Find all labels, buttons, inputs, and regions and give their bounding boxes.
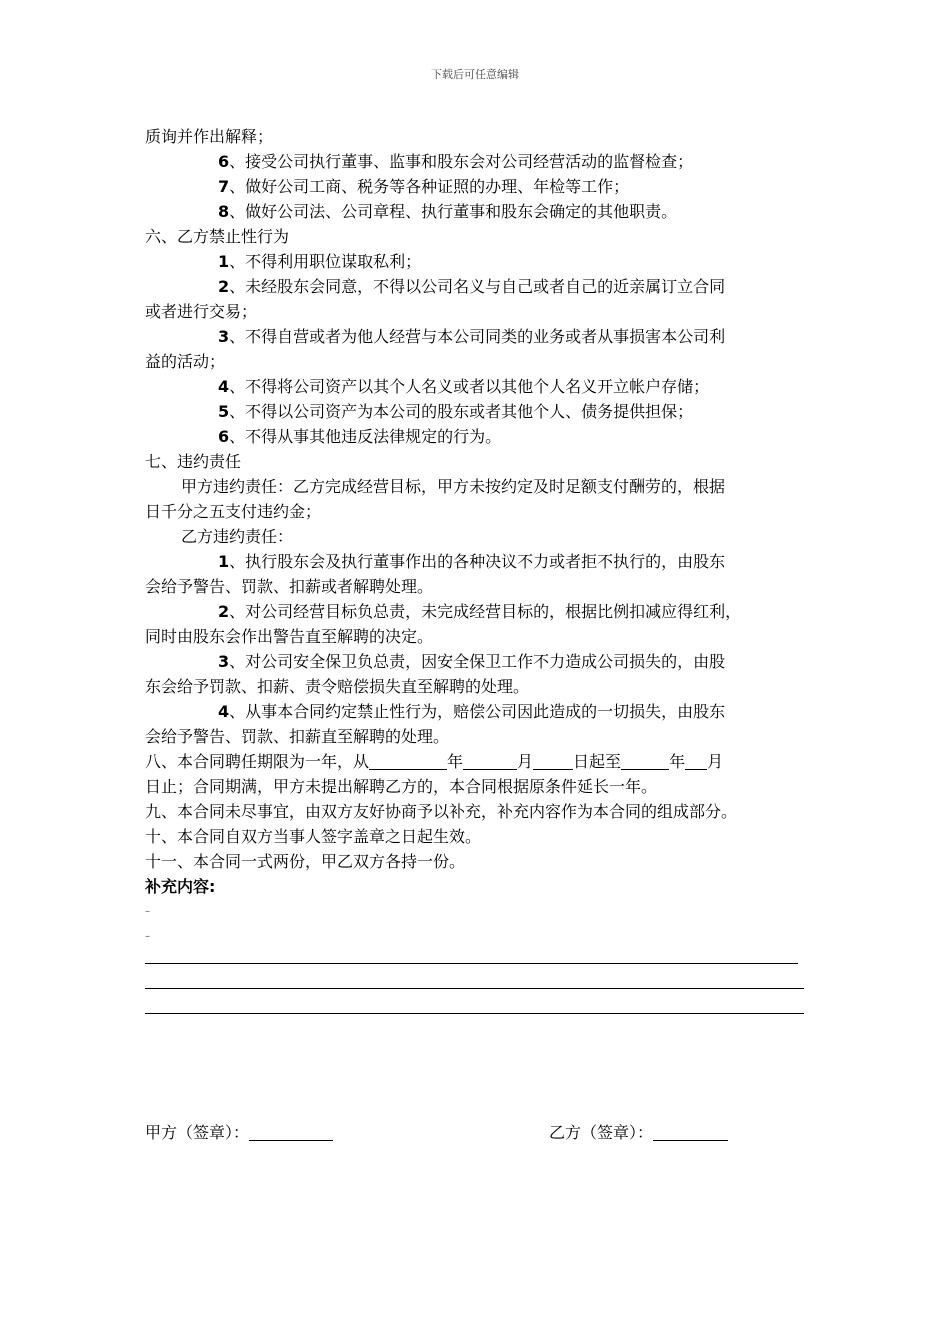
- item-number: 1: [218, 252, 230, 271]
- section-heading: 七、违约责任: [145, 452, 242, 471]
- text-line: 乙方违约责任：: [181, 527, 294, 546]
- item-number: 1: [218, 552, 230, 571]
- text-line: 日止；合同期满，甲方未提出解聘乙方的，本合同根据原条件延长一年。: [145, 777, 658, 796]
- supplement-line[interactable]: [145, 1013, 804, 1014]
- item-number: 4: [218, 702, 230, 721]
- month-label: 月: [517, 752, 534, 771]
- term-line: [145, 749, 825, 774]
- until-label: 日起至: [573, 752, 622, 771]
- item-text: 、从事本合同约定禁止性行为，赔偿公司因此造成的一切损失，由股东: [229, 702, 726, 721]
- page-header: 下载后可任意编辑: [431, 68, 519, 81]
- supplement-heading: 补充内容:: [145, 877, 216, 896]
- list-item: [145, 274, 825, 299]
- item-text: 、不得利用职位谋取私利；: [229, 252, 422, 271]
- text-line: 甲方违约责任：乙方完成经营目标，甲方未按约定及时足额支付酬劳的，根据: [181, 477, 726, 496]
- party-a-signature-blank[interactable]: [249, 1120, 333, 1141]
- text-line: 会给予警告、罚款、扣薪直至解聘的处理。: [145, 727, 450, 746]
- text-line: 同时由股东会作出警告直至解聘的决定。: [145, 627, 434, 646]
- list-item: [145, 424, 825, 449]
- item-text: 、不得将公司资产以其个人名义或者以其他个人名义开立帐户存储；: [229, 377, 710, 396]
- supplement-line[interactable]: [145, 963, 798, 964]
- year-label: 年: [447, 752, 464, 771]
- item-number: 3: [218, 327, 230, 346]
- list-item: [145, 649, 825, 674]
- party-b-signature: [549, 1120, 728, 1143]
- list-item: [145, 174, 825, 199]
- item-text: 、不得自营或者为他人经营与本公司同类的业务或者从事损害本公司利: [229, 327, 726, 346]
- item-text: 、做好公司法、公司章程、执行董事和股东会确定的其他职责。: [229, 202, 678, 221]
- list-item: [145, 549, 825, 574]
- party-a-label: 甲方（签章）：: [145, 1123, 250, 1142]
- party-a-signature: [145, 1120, 333, 1143]
- item-text: 、不得以公司资产为本公司的股东或者其他个人、债务提供担保；: [229, 402, 694, 421]
- item-text: 、未经股东会同意，不得以公司名义与自己或者自己的近亲属订立合同: [229, 277, 726, 296]
- supplement-dash: –: [145, 931, 150, 942]
- text-line: 十一、本合同一式两份，甲乙双方各持一份。: [145, 852, 466, 871]
- item-number: 3: [218, 652, 230, 671]
- item-text: 、执行股东会及执行董事作出的各种决议不力或者拒不执行的，由股东: [229, 552, 726, 571]
- item-number: 8: [218, 202, 230, 221]
- start-day-blank[interactable]: [533, 751, 573, 770]
- item-text: 、接受公司执行董事、监事和股东会对公司经营活动的监督检查；: [229, 152, 694, 171]
- supplement-dash: –: [145, 906, 150, 917]
- contract-body: [145, 124, 825, 949]
- end-month-blank[interactable]: [685, 751, 707, 770]
- supplement-line[interactable]: [145, 988, 804, 989]
- item-number: 5: [218, 402, 230, 421]
- text-line: 九、本合同未尽事宜，由双方友好协商予以补充，补充内容作为本合同的组成部分。: [145, 802, 738, 821]
- text-line: 会给予警告、罚款、扣薪或者解聘处理。: [145, 577, 434, 596]
- section-heading: 六、乙方禁止性行为: [145, 227, 290, 246]
- list-item: [145, 699, 825, 724]
- list-item: [145, 374, 825, 399]
- item-number: 6: [218, 152, 230, 171]
- text-line: 十、本合同自双方当事人签字盖章之日起生效。: [145, 827, 482, 846]
- list-item: [145, 399, 825, 424]
- list-item: [145, 199, 825, 224]
- item-number: 4: [218, 377, 230, 396]
- item-text: 、做好公司工商、税务等各种证照的办理、年检等工作；: [229, 177, 630, 196]
- text-line: 质询并作出解释；: [145, 127, 274, 146]
- text-line: 东会给予罚款、扣薪、责令赔偿损失直至解聘的处理。: [145, 677, 530, 696]
- text-line: 益的活动；: [145, 352, 226, 371]
- year-label: 年: [669, 752, 686, 771]
- item-number: 2: [218, 602, 230, 621]
- list-item: [145, 324, 825, 349]
- month-label: 月: [707, 752, 724, 771]
- term-text: 八、本合同聘任期限为一年，从: [145, 752, 370, 771]
- list-item: [145, 249, 825, 274]
- item-number: 2: [218, 277, 230, 296]
- item-text: 、对公司经营目标负总责，未完成经营目标的，根据比例扣减应得红利，: [229, 602, 742, 621]
- list-item: [145, 599, 825, 624]
- text-line: 日千分之五支付违约金；: [145, 502, 322, 521]
- text-line: 或者进行交易；: [145, 302, 258, 321]
- list-item: [145, 149, 825, 174]
- item-number: 6: [218, 427, 230, 446]
- party-b-signature-blank[interactable]: [653, 1120, 728, 1141]
- end-year-blank[interactable]: [621, 751, 669, 770]
- item-number: 7: [218, 177, 230, 196]
- item-text: 、不得从事其他违反法律规定的行为。: [229, 427, 502, 446]
- item-text: 、对公司安全保卫负总责，因安全保卫工作不力造成公司损失的，由股: [229, 652, 726, 671]
- party-b-label: 乙方（签章）：: [549, 1123, 654, 1142]
- start-month-blank[interactable]: [463, 751, 517, 770]
- start-year-blank[interactable]: [369, 751, 447, 770]
